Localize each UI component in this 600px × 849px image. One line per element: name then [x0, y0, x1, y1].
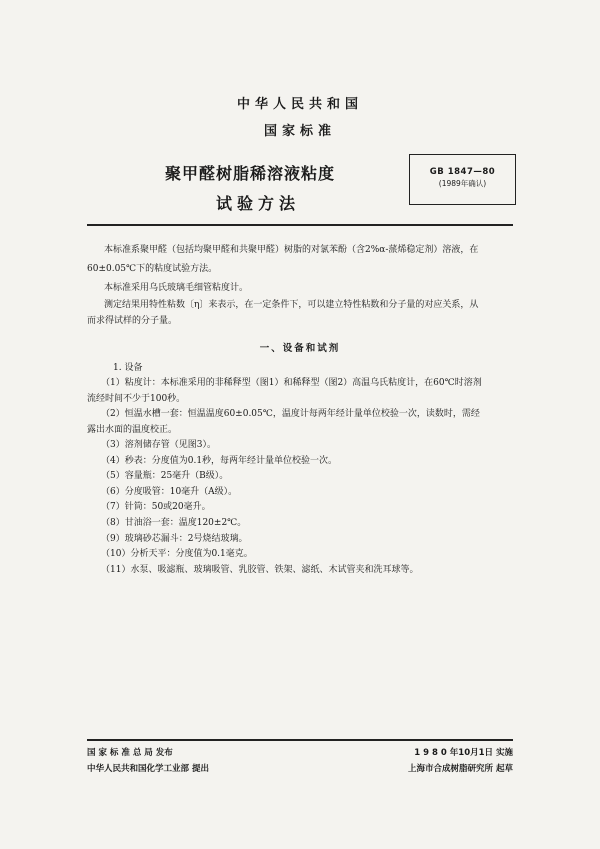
equipment-item: （4）秒表：分度值为0.1秒，每两年经计量单位校验一次。 [101, 456, 338, 466]
equipment-item: （9）玻璃砂芯漏斗：2号烧结玻璃。 [101, 534, 248, 544]
footer-divider [87, 739, 513, 741]
intro-paragraph-2: 本标准采用乌氏玻璃毛细管粘度计。 [104, 283, 249, 293]
document-title: 聚甲醛树脂稀溶液粘度 [165, 164, 336, 183]
intro-paragraph-3: 测定结果用特性粘数〔η〕来表示，在一定条件下，可以建立特性粘数和分子量的对应关系，从 [104, 300, 479, 310]
header-divider [87, 224, 513, 226]
equipment-item: （7）针筒：50或20毫升。 [101, 502, 211, 512]
equipment-item: 露出水面的温度校正。 [87, 425, 178, 435]
equipment-item: （2）恒温水槽一套：恒温温度60±0.05℃，温度计每两年经计量单位校验一次，读数时，需经 [101, 409, 480, 419]
equipment-item: 流经时间不少于100秒。 [87, 394, 186, 404]
country-heading: 中华人民共和国 [236, 97, 363, 112]
equipment-item: （8）甘油浴一套：温度120±2℃。 [101, 518, 247, 528]
section-heading: 一、设备和试剂 [259, 343, 341, 354]
standard-type-heading: 国家标准 [263, 124, 336, 139]
document-title-line2: 试验方法 [216, 194, 301, 213]
intro-paragraph-1-cont: 60±0.05℃下的粘度试验方法。 [87, 264, 218, 274]
equipment-item: （6）分度吸管：10毫升（A级）。 [101, 487, 238, 497]
intro-paragraph-1: 本标准系聚甲醛（包括均聚甲醛和共聚甲醛）树脂的对氯苯酚（含2%α-蒎烯稳定剂）溶液，在 [104, 245, 479, 255]
implementation-date: 1 9 8 0 年10月1日 实施 [414, 748, 513, 758]
confirmation-note: (1989年确认) [438, 179, 487, 188]
drafter: 上海市合成树脂研究所 起草 [408, 764, 513, 774]
equipment-item: （11）水泵、吸滤瓶、玻璃吸管、乳胶管、铁架、滤纸、木试管夹和洗耳球等。 [101, 565, 419, 575]
equipment-item: （3）溶剂储存管（见图3）。 [101, 440, 216, 450]
proposer: 中华人民共和国化学工业部 提出 [87, 764, 209, 774]
equipment-item: （10）分析天平：分度值为0.1毫克。 [101, 549, 253, 559]
standard-code-box [409, 154, 516, 205]
intro-paragraph-3-cont: 而求得试样的分子量。 [87, 316, 178, 326]
subsection-heading: 1. 设备 [113, 363, 143, 373]
equipment-item: （1）粘度计：本标准采用的非稀释型（图1）和稀释型（图2）高温乌氏粘度计，在60℃时溶剂 [101, 378, 482, 388]
standard-code: GB 1847—80 [429, 167, 496, 177]
equipment-item: （5）容量瓶：25毫升（B级）。 [101, 471, 229, 481]
issuer: 国 家 标 准 总 局 发布 [87, 748, 173, 758]
